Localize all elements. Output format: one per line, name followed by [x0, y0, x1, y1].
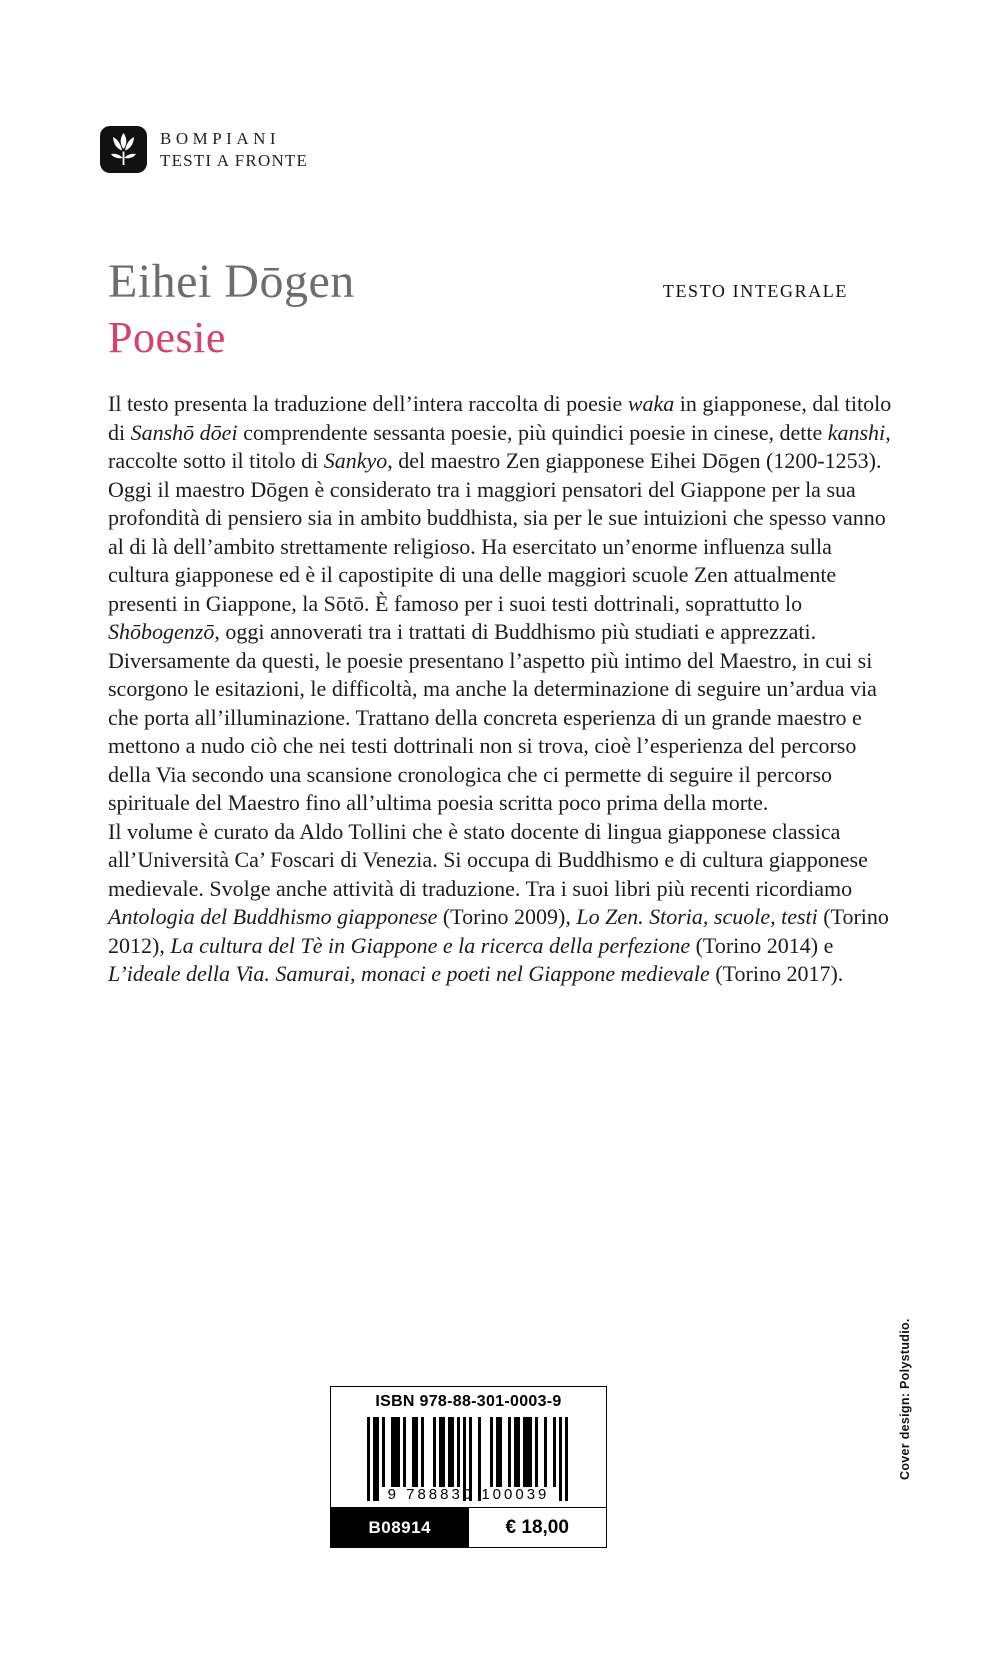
price: € 18,00: [469, 1508, 607, 1547]
body-text: [108, 390, 898, 989]
publisher-name: BOMPIANI: [160, 129, 281, 149]
bompiani-flower-logo-icon: [100, 126, 147, 173]
body-paragraph: Il testo presenta la traduzione dell’intera raccolta di poesie waka in giapponese, dal titolo di Sanshō dōei comprendente sessanta poesie, più quindici poesie in cinese, dette kanshi, raccolte sotto il titolo di Sankyo, del maestro Zen giapponese Eihei Dōgen (1200-1253).: [108, 391, 892, 473]
header-row: [108, 254, 848, 309]
publisher-wordmark: [160, 128, 308, 171]
book-title: Poesie: [108, 313, 226, 362]
book-code: B08914: [331, 1508, 469, 1547]
body-paragraph: Oggi il maestro Dōgen è considerato tra i maggiori pensatori del Giappone per la sua profondità di pensiero sia in ambito buddhista, sia per le sue intuizioni che spesso vanno al di là dell’ambito strettamente religioso. Ha esercitato un’enorme influenza sulla cultura giapponese ed è il capostipite di una delle maggiori scuole Zen attualmente presenti in Giappone, la Sōtō. È famoso per i suoi testi dottrinali, soprattutto lo Shōbogenzō, oggi annoverati tra i trattati di Buddhismo più studiati e apprezzati.: [108, 476, 886, 644]
barcode-area: [331, 1411, 606, 1507]
price-bar: [331, 1507, 606, 1547]
body-paragraph: Il volume è curato da Aldo Tollini che è stato docente di lingua giapponese classica all’Università Ca’ Foscari di Venezia. Si occupa di Buddhismo e di cultura giapponese medievale. Svolge anche attività di traduzione. Tra i suoi libri più recenti ricordiamo Antologia del Buddhismo giapponese (Torino 2009), Lo Zen. Storia, scuole, testi (Torino 2012), La cultura del Tè in Giappone e la ricerca della perfezione (Torino 2014) e L’ideale della Via. Samurai, monaci e poeti nel Giappone medievale (Torino 2017).: [108, 818, 889, 986]
barcode-block: [330, 1386, 607, 1548]
publisher-series: TESTI A FRONTE: [160, 150, 309, 170]
edition-note: TESTO INTEGRALE: [662, 281, 848, 301]
body-paragraph: Diversamente da questi, le poesie presentano l’aspetto più intimo del Maestro, in cui si scorgono le esitazioni, le difficoltà, ma anche la determinazione di seguire un’ardua via che porta all’illuminazione. Trattano della concreta esperienza di un grande maestro e mettono a nudo ciò che nei testi dottrinali non si trova, cioè l’esperienza del percorso della Via secondo una scansione cronologica che ci permette di seguire il percorso spirituale del Maestro fino all’ultima poesia scritta poco prima della morte.: [108, 647, 877, 815]
barcode-number: 9 788830 100039: [387, 1486, 550, 1503]
cover-design-credit: Cover design: Polystudio.: [898, 1318, 912, 1480]
publisher-block: [100, 126, 308, 173]
isbn-label: ISBN 978-88-301-0003-9: [375, 1393, 562, 1410]
author-name: Eihei Dōgen: [108, 255, 355, 308]
